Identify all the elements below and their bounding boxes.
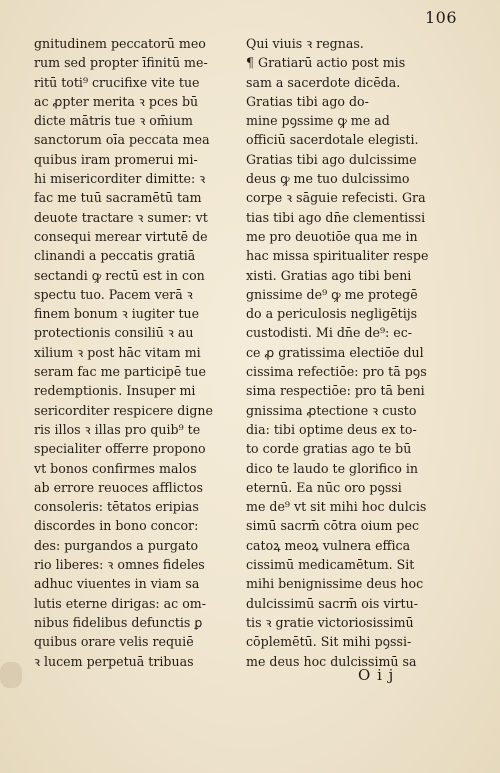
text-line: ab errore reuoces afflictos [34,479,203,495]
text-line: consoleris: tētatos eripias [34,499,199,515]
rubric-line: sam a sacerdote dicēda. [246,74,401,90]
right-text-column [246,34,444,671]
text-line: fac me tuū sacramētū tam [34,190,202,206]
text-line: adhuc viuentes in viam sa [34,576,200,592]
text-line: Gratias tibi ago do- [246,93,369,109]
text-line: tias tibi ago dn̄e clementissi [246,209,426,225]
rubric-line: ¶ Gratiarū actio post mis [246,55,406,71]
text-line: do a periculosis negligētijs [246,306,418,322]
text-line: Qui viuis ꝛ regnas. [246,36,364,51]
text-line: cōplemētū. Sit mihi pꝯssi- [246,634,412,650]
text-line: ritū toti⁹ crucifixe vite tue [34,74,200,90]
text-line: me deus hoc dulcissimū sa [246,653,417,669]
text-line: clinandi a peccatis gratiā [34,248,196,264]
text-line: hi misericorditer dimitte: ꝛ [34,171,206,187]
text-line: corpe ꝛ sāguie refecisti. Gra [246,190,426,206]
text-line: custodisti. Mi dn̄e de⁹: ec- [246,325,413,341]
text-line: ꝛ lucem perpetuā tribuas [34,653,194,669]
text-line: mihi benignissime deus hoc [246,576,424,592]
text-line: catoꝝ meoꝝ vulnera effica [246,537,411,553]
folio-number: 106 [425,8,458,27]
text-line: xisti. Gratias ago tibi beni [246,267,412,283]
left-text-column [34,34,236,671]
text-line: quibus orare velis requiē [34,634,194,650]
text-line: lutis eterne dirigas: ac om- [34,595,207,611]
text-line: cissimū medicamētum. Sit [246,557,415,573]
text-line: quibus iram promerui mi- [34,151,198,167]
text-line: discordes in bono concor: [34,518,199,534]
text-line: spectu tuo. Pacem verā ꝛ [34,286,193,302]
text-line: protectionis consiliū ꝛ au [34,325,194,341]
signature-mark: O i j [358,666,395,684]
text-line: Gratias tibi ago dulcissime [246,151,417,167]
text-line: tis ꝛ gratie victoriosissimū [246,614,414,630]
text-line: dico te laudo te glorifico in [246,460,418,476]
text-line: dulcissimū sacrm̄ ois virtu- [246,595,418,611]
text-line: ac ꝓpter merita ꝛ pces bū [34,93,199,109]
text-line: nibus fidelibus defunctis ꝑ [34,614,203,630]
text-line: sanctorum oīa peccata mea [34,132,210,148]
text-line: to corde gratias ago te bū [246,441,412,457]
text-line: redemptionis. Insuper mi [34,383,196,399]
text-line: mine pꝯssime ꝙ me ad [246,113,390,129]
text-line: rio liberes: ꝛ omnes fideles [34,557,205,573]
text-line: rum sed propter īfinitū me- [34,55,208,71]
text-line: deus ꝙ me tuo dulcissimo [246,171,410,187]
text-line: des: purgandos a purgato [34,537,199,553]
text-line: cissima refectiōe: pro tā pꝯs [246,364,427,380]
text-line: sericorditer respicere digne [34,402,213,418]
text-line: me pro deuotiōe qua me in [246,228,418,244]
text-line: xilium ꝛ post hāc vitam mi [34,344,201,360]
text-line: dicte mātris tue ꝛ om̄ium [34,113,193,129]
text-line: sectandi ꝙ rectū est in con [34,267,205,283]
text-line: gnitudinem peccatorū meo [34,36,206,51]
text-line: specialiter offerre propono [34,441,206,457]
text-line: finem bonum ꝛ iugiter tue [34,306,200,322]
text-line: gnissima ꝓtectione ꝛ custo [246,402,417,418]
text-line: eternū. Ea nūc oro pꝯssi [246,479,402,495]
text-line: simū sacrm̄ cōtra oium pec [246,518,419,534]
text-line: consequi merear virtutē de [34,228,208,244]
text-line: officiū sacerdotale elegisti. [246,132,419,148]
text-line: me de⁹ vt sit mihi hoc dulcis [246,499,427,515]
text-line: sima respectiōe: pro tā beni [246,383,425,399]
text-line: dia: tibi optime deus ex to- [246,421,417,437]
text-line: ce ꝓ gratissima electiōe dul [246,344,424,360]
text-line: vt bonos confirmes malos [34,460,197,476]
text-line: deuote tractare ꝛ sumer: vt [34,209,208,225]
text-line: ris illos ꝛ illas pro quib⁹ te [34,421,201,437]
page-stain [0,662,22,688]
text-line: hac missa spiritualiter respe [246,248,429,264]
text-line: gnissime de⁹ ꝙ me protegē [246,286,418,302]
text-line: seram fac me participē tue [34,364,206,380]
